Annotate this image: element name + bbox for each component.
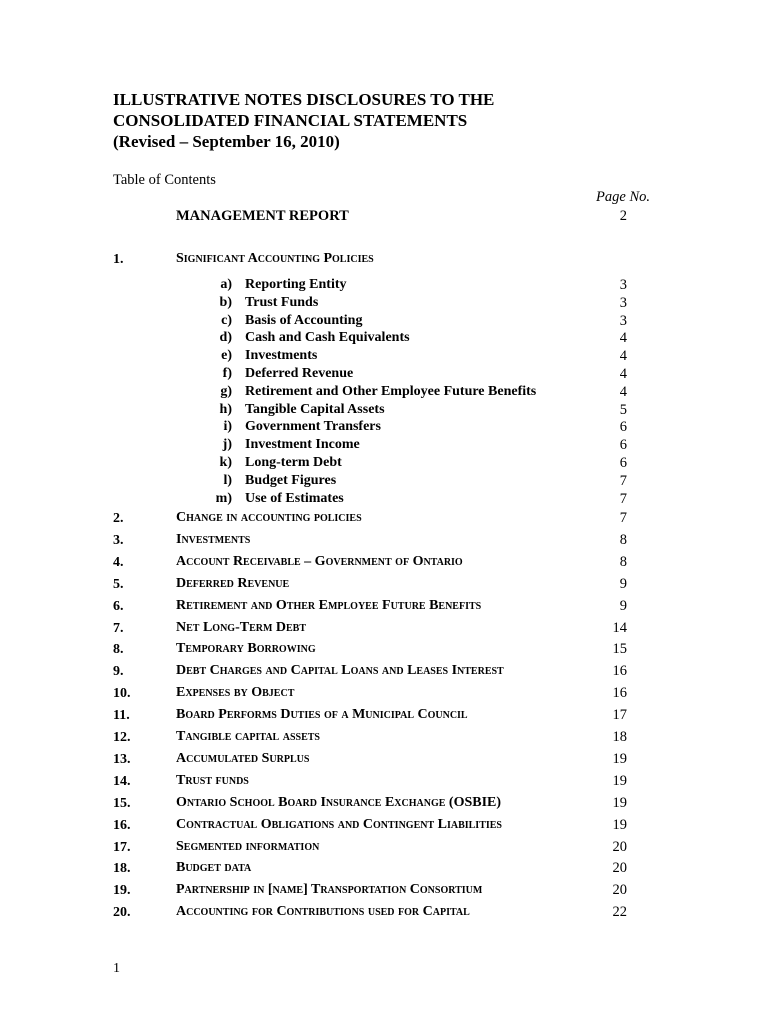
section-title: Budget data — [176, 860, 252, 876]
section-title: Debt Charges and Capital Loans and Leases Interest — [176, 663, 504, 679]
subitem-page: 4 — [619, 348, 627, 365]
section-title: Segmented information — [176, 838, 320, 854]
section-page: 19 — [612, 772, 627, 789]
section-page: 16 — [612, 685, 627, 702]
subitem-title: Basis of Accounting — [245, 312, 363, 328]
subitem-title: Reporting Entity — [245, 277, 347, 292]
section-number: 2. — [113, 511, 124, 526]
section-title: Tangible capital assets — [176, 729, 320, 744]
section-title: Change in accounting policies — [176, 510, 362, 525]
subitem-title: Government Transfers — [245, 419, 381, 435]
section-number: 3. — [113, 532, 124, 548]
section-title: Net Long-Term Debt — [176, 619, 307, 635]
section-number: 10. — [113, 686, 131, 702]
subitem-title: Investments — [245, 348, 318, 364]
section-title: Temporary Borrowing — [176, 641, 316, 657]
section-number: 15. — [113, 795, 131, 811]
section-number: 18. — [113, 861, 131, 877]
subitem-letter: a) — [220, 277, 232, 292]
subitem-title: Investment Income — [245, 437, 360, 453]
section-page: 14 — [612, 619, 627, 636]
subitem-title: Trust Funds — [245, 294, 319, 310]
subitem-title: Retirement and Other Employee Future Benefits — [245, 383, 537, 399]
subitem-letter: g) — [220, 383, 232, 399]
subitem-page: 4 — [619, 366, 627, 382]
subitem-page: 6 — [619, 455, 627, 471]
section-title: Accounting for Contributions used for Capital — [176, 904, 470, 920]
management-report-title: MANAGEMENT REPORT — [176, 208, 349, 224]
subitem-letter: k) — [219, 455, 232, 470]
subitem-page: 4 — [619, 330, 627, 347]
section-number: 16. — [113, 817, 131, 833]
title-line-2: CONSOLIDATED FINANCIAL STATEMENTS — [113, 111, 468, 130]
subitem-title: Cash and Cash Equivalents — [245, 330, 410, 346]
title-line-1: ILLUSTRATIVE NOTES DISCLOSURES TO THE — [113, 90, 495, 109]
subitem-page: 3 — [619, 312, 627, 329]
subitem-letter: i) — [223, 419, 232, 435]
section-page: 18 — [612, 729, 627, 745]
section-number: 8. — [113, 642, 124, 658]
subitem-title: Use of Estimates — [245, 490, 344, 506]
subitem-letter: b) — [219, 294, 232, 310]
title-line-3: (Revised – September 16, 2010) — [113, 132, 340, 151]
section-number: 4. — [113, 554, 124, 570]
subitem-page: 5 — [619, 401, 627, 418]
section-title: Expenses by Object — [176, 685, 295, 701]
section-title: Deferred Revenue — [176, 575, 290, 591]
section-number: 13. — [113, 751, 131, 767]
subitem-page: 7 — [619, 472, 627, 489]
subitem-letter: c) — [221, 312, 232, 328]
subitem-page: 4 — [619, 383, 627, 400]
subitem-page: 3 — [619, 277, 627, 293]
section-page: 17 — [612, 707, 627, 724]
section-page: 20 — [612, 860, 627, 877]
section-page: 19 — [612, 750, 627, 767]
section-page: 9 — [619, 597, 627, 614]
section-number: 7. — [113, 620, 124, 636]
section-title: Contractual Obligations and Contingent Liabilities — [176, 816, 502, 832]
section-1-title: Significant Accounting Policies — [176, 251, 374, 266]
section-page: 16 — [612, 663, 627, 680]
subitem-page: 7 — [619, 490, 627, 507]
section-number: 5. — [113, 576, 124, 592]
section-number: 11. — [113, 708, 130, 724]
section-title: Board Performs Duties of a Municipal Council — [176, 707, 468, 723]
section-number: 17. — [113, 839, 131, 855]
section-title: Accumulated Surplus — [176, 750, 310, 766]
section-number: 20. — [113, 905, 131, 921]
footer-page-number: 1 — [113, 961, 120, 976]
subitem-page: 6 — [619, 419, 627, 436]
subitem-letter: m) — [215, 490, 232, 506]
section-page: 9 — [619, 575, 627, 592]
section-page: 20 — [612, 882, 627, 899]
subitem-letter: j) — [222, 437, 232, 453]
section-page: 15 — [612, 641, 627, 658]
section-title: Retirement and Other Employee Future Benefits — [176, 597, 482, 613]
section-title: Ontario School Board Insurance Exchange (OSBIE) — [176, 794, 502, 810]
section-title: Trust funds — [176, 772, 249, 788]
section-page: 8 — [619, 553, 627, 570]
subitem-title: Budget Figures — [245, 472, 337, 488]
subitem-letter: l) — [223, 472, 232, 488]
section-page: 22 — [612, 904, 627, 921]
page-no-header: Page No. — [596, 189, 650, 205]
subitem-page: 6 — [619, 437, 627, 454]
toc-label: Table of Contents — [113, 172, 216, 188]
section-page: 8 — [619, 531, 627, 548]
section-title: Investments — [176, 531, 251, 547]
subitem-letter: e) — [221, 348, 232, 364]
section-title: Partnership in [name] Transportation Consortium — [176, 882, 483, 898]
subitem-title: Tangible Capital Assets — [245, 401, 385, 417]
section-number: 12. — [113, 730, 131, 745]
subitem-letter: h) — [219, 401, 232, 417]
section-number: 19. — [113, 883, 131, 899]
subitem-title: Long-term Debt — [245, 455, 342, 470]
section-page: 20 — [612, 838, 627, 855]
document-title — [113, 89, 494, 152]
section-page: 19 — [612, 794, 627, 811]
subitem-page: 3 — [619, 294, 627, 311]
subitem-letter: d) — [219, 330, 232, 346]
management-report-page: 2 — [619, 208, 627, 224]
section-page: 7 — [619, 510, 627, 526]
subitem-letter: f) — [222, 366, 232, 381]
section-page: 19 — [612, 816, 627, 833]
section-number: 6. — [113, 598, 124, 614]
subitem-title: Deferred Revenue — [245, 366, 354, 381]
section-title: Account Receivable – Government of Ontario — [176, 553, 463, 569]
section-number: 9. — [113, 664, 124, 680]
section-number: 14. — [113, 773, 131, 789]
section-1-number: 1. — [113, 252, 124, 267]
